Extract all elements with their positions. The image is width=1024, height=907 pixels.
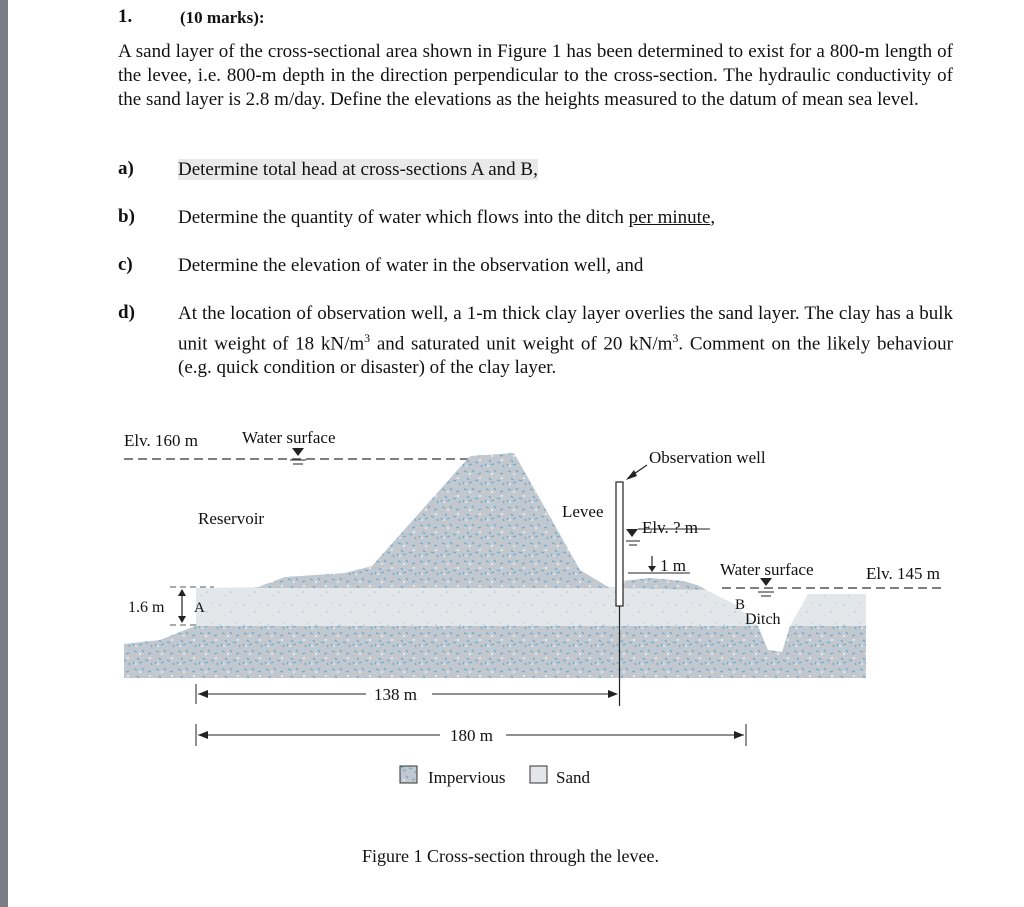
part-d-sup-2: 3 — [672, 331, 679, 345]
legend-impervious-swatch — [400, 766, 417, 783]
part-c-label: c) — [118, 254, 133, 275]
part-b-text-end: , — [710, 207, 716, 228]
label-dim-180: 180 m — [450, 726, 493, 745]
part-a-label: a) — [118, 158, 134, 179]
question-number: 1. — [118, 6, 133, 27]
part-d-text-3: . Comment on the likely behaviour (e.g. quick condition or disaster) of the clay layer. — [178, 333, 953, 379]
clay-cap — [622, 578, 706, 590]
figure-caption: Figure 1 Cross-section through the levee. — [362, 846, 659, 866]
label-elv-well: Elv. ? m — [642, 518, 699, 537]
label-reservoir: Reservoir — [198, 509, 265, 528]
part-b-label: b) — [118, 206, 135, 227]
pointer-arrowhead — [626, 470, 637, 480]
legend-sand-swatch — [530, 766, 547, 783]
label-observation-well: Observation well — [649, 448, 766, 467]
label-elv-160: Elv. 160 m — [124, 431, 198, 450]
label-water-surface-left: Water surface — [242, 428, 336, 447]
label-dim-138: 138 m — [374, 685, 417, 704]
label-water-surface-right: Water surface — [720, 560, 814, 579]
part-d-text-2: and saturated unit weight of 20 kN/m — [370, 333, 673, 355]
water-surface-symbol-right — [758, 578, 774, 596]
levee-body — [255, 453, 610, 588]
part-a-highlight: Determine total head at cross-sections A and B, — [178, 159, 538, 180]
water-surface-symbol-left — [290, 448, 306, 464]
part-b-underlined: per minute — [628, 207, 711, 228]
sand-layer — [196, 587, 758, 626]
observation-well — [616, 482, 623, 606]
question-intro: A sand layer of the cross-sectional area shown in Figure 1 has been determined to exist for a 800-m length of the levee, i.e. 800-m depth in the direction perpendicular to the cross-section. The hydraulic conductivity of the sand layer is 2.8 m/day. Define the elevations as the heights measured to the datum of mean sea level. — [118, 41, 953, 110]
label-one-m: 1 m — [660, 556, 686, 575]
legend-impervious-label: Impervious — [428, 768, 506, 787]
label-sand-thickness: 1.6 m — [128, 599, 165, 616]
legend-sand-label: Sand — [556, 768, 590, 787]
question-marks: (10 marks): — [180, 8, 265, 27]
impervious-base-layer — [124, 626, 866, 678]
label-point-a: A — [194, 600, 205, 616]
part-d-text-1: At the location of observation well, a 1-m thick clay layer overlies the sand layer. The clay has a bulk unit weight of 18 kN/m — [178, 303, 953, 355]
label-elv-145: Elv. 145 m — [866, 564, 940, 583]
label-point-b: B — [735, 597, 746, 613]
label-levee: Levee — [562, 502, 604, 521]
part-d-label: d) — [118, 302, 135, 323]
part-d-sup-1: 3 — [364, 331, 371, 345]
part-b-text-main: Determine the quantity of water which flows into the ditch — [178, 207, 629, 228]
label-ditch: Ditch — [745, 611, 781, 628]
sand-layer-right — [790, 594, 866, 626]
part-c-text: Determine the elevation of water in the observation well, and — [178, 255, 644, 276]
